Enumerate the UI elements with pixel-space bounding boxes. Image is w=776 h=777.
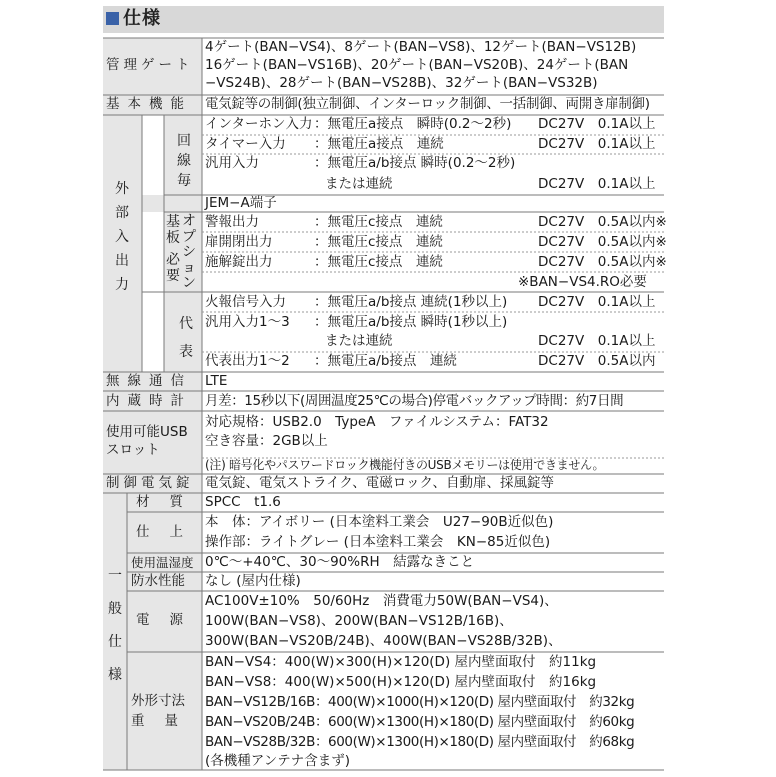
option-rating-3: DC27V 0.5A以内※: [538, 254, 667, 270]
daihyo-desc-2: ：無電圧a/b接点 瞬時(1秒以上): [314, 314, 508, 330]
option-name-3: 施解錠出力: [205, 254, 273, 270]
kairo-rating-4: DC27V 0.1A以上: [538, 176, 656, 192]
header-dengen: 電源: [136, 612, 203, 628]
seigyo-value: 電気錠、電気ストライク、電磁ロック、自動扉、採風錠等: [205, 475, 554, 491]
kairo-desc-3: ：無電圧a/b接点 瞬時(0.2〜2秒): [314, 155, 516, 171]
header-kaisen-goto: 回線毎: [177, 133, 191, 189]
shiage-line-2: 操作部：ライトグレー (日本塗料工業会 KN−85近似色): [205, 534, 551, 550]
header-bousui-seinou: 防水性能: [131, 573, 185, 589]
kanri-line-1: 4ゲート(BAN−VS4)、8ゲート(BAN−VS8)、12ゲート(BAN−VS12B): [205, 39, 637, 55]
section-title: 仕様: [123, 8, 161, 29]
header-shiage: 仕上: [136, 524, 203, 540]
header-naizou-tokei: 内蔵時計: [106, 393, 192, 409]
jem-a-terminal: JEM−A端子: [205, 195, 277, 211]
header-option: オプション: [182, 213, 196, 291]
ondo-value: 0℃〜+40℃、30〜90%RH 結露なきこと: [205, 554, 475, 570]
daihyo-desc-1: ：無電圧a/b接点 連続(1秒以上): [314, 294, 508, 310]
daihyo-name-1: 火報信号入力: [205, 294, 286, 310]
header-gaikei-sunpou: 外形寸法: [131, 693, 185, 709]
daihyo-name-2: 汎用入力1〜3: [205, 314, 290, 330]
usb-line-1: 対応規格：USB2.0 TypeA ファイルシステム：FAT32: [205, 414, 549, 430]
gaikei-line-2: BAN−VS8：400(W)×500(H)×120(D) 屋内壁面取付 約16kg: [205, 674, 597, 690]
daihyo-rating-1: DC27V 0.1A以上: [538, 294, 656, 310]
dengen-line-3: 300W(BAN−VS20B/24B)、400W(BAN−VS28B/32B)、: [205, 633, 562, 649]
option-desc-2: ：無電圧c接点 連続: [314, 234, 443, 250]
gaikei-line-1: BAN−VS4：400(W)×300(H)×120(D) 屋内壁面取付 約11kg: [205, 654, 597, 670]
naizou-value: 月差：15秒以下(周囲温度25℃の場合)停電バックアップ時間：約7日間: [205, 393, 624, 409]
musen-value: LTE: [205, 373, 228, 389]
header-usb-slot: 使用可能USB: [106, 424, 188, 440]
gaikei-line-5: BAN−VS28B/32B：600(W)×1300(H)×180(D) 屋内壁面取付 約68kg: [205, 734, 635, 750]
kanri-line-3: −VS24B)、28ゲート(BAN−VS28B)、32ゲート(BAN−VS32B): [205, 75, 598, 91]
option-desc-1: ：無電圧c接点 連続: [314, 214, 443, 230]
kairo-rating-1: DC27V 0.1A以上: [538, 116, 656, 132]
dengen-line-1: AC100V±10% 50/60Hz 消費電力50W(BAN−VS4)、: [205, 593, 558, 609]
option-rating-2: DC27V 0.5A以内※: [538, 234, 667, 250]
kairo-rating-2: DC27V 0.1A以上: [538, 136, 656, 152]
gaikei-line-4: BAN−VS20B/24B：600(W)×1300(H)×180(D) 屋内壁面取付 約60kg: [205, 714, 635, 730]
option-name-2: 扉開閉出力: [205, 234, 273, 250]
header-hitsuyo: 必要: [166, 252, 180, 284]
header-usb-slot-2: スロット: [106, 442, 160, 458]
gaikei-note: (各機種アンテナ含まず): [205, 753, 350, 769]
kairo-desc-2: ：無電圧a接点 連続: [314, 136, 444, 152]
header-kiban: 基板: [166, 214, 180, 246]
daihyo-desc-3: または連続: [325, 333, 393, 349]
kairo-name-2: タイマー入力: [205, 136, 286, 152]
kihon-text: 電気錠等の制御(独立制御、インターロック制御、一括制御、両開き扉制御): [205, 96, 650, 112]
daihyo-name-4: 代表出力1〜2: [205, 353, 290, 369]
kairo-name-3: 汎用入力: [205, 155, 259, 171]
header-seigyo-denkijo: 制御電気錠: [106, 475, 194, 491]
kanri-line-2: 16ゲート(BAN−VS16B)、20ゲート(BAN−VS20B)、24ゲート(BAN: [205, 57, 629, 73]
kairo-name-1: インターホン入力: [205, 116, 313, 132]
header-daihyo: 代表: [179, 316, 193, 360]
usb-line-2: 空き容量：2GB以上: [205, 433, 328, 449]
daihyo-rating-3: DC27V 0.1A以上: [538, 333, 656, 349]
gaikei-line-3: BAN−VS12B/16B：400(W)×1000(H)×120(D) 屋内壁面取付 約32kg: [205, 694, 635, 710]
daihyo-rating-4: DC27V 0.5A以内: [538, 353, 656, 369]
option-name-1: 警報出力: [205, 214, 259, 230]
header-musen-tsushin: 無線通信: [106, 373, 192, 389]
usb-note: (注) 暗号化やパスワードロック機能付きのUSBメモリーは使用できません。: [205, 458, 605, 472]
kairo-desc-1: ：無電圧a接点 瞬時(0.2〜2秒): [314, 116, 512, 132]
header-kanri-gate: 管理ゲート: [106, 57, 194, 73]
kairo-desc-4: または連続: [325, 176, 393, 192]
header-kihon-kinou: 基本機能: [106, 96, 192, 112]
header-gaibu-nyushutsuryoku: 外部入出力: [115, 181, 129, 293]
header-shiyou-onshitsudo: 使用温湿度: [131, 555, 194, 570]
header-zaishitsu: 材質: [136, 494, 203, 510]
zaishitsu-value: SPCC t1.6: [205, 494, 281, 510]
shiage-line-1: 本 体：アイボリー (日本塗料工業会 U27−90B近似色): [205, 514, 554, 530]
daihyo-desc-4: ：無電圧a/b接点 連続: [314, 353, 457, 369]
option-desc-3: ：無電圧c接点 連続: [314, 254, 443, 270]
option-note: ※BAN−VS4.RO必要: [518, 274, 647, 290]
header-ippan-shiyou: 一般仕様: [108, 568, 122, 683]
option-rating-1: DC27V 0.5A以内※: [538, 214, 667, 230]
bousui-value: なし (屋内仕様): [205, 573, 301, 589]
header-juryo: 重量: [131, 713, 198, 729]
dengen-line-2: 100W(BAN−VS8)、200W(BAN−VS12B/16B)、: [205, 613, 513, 629]
